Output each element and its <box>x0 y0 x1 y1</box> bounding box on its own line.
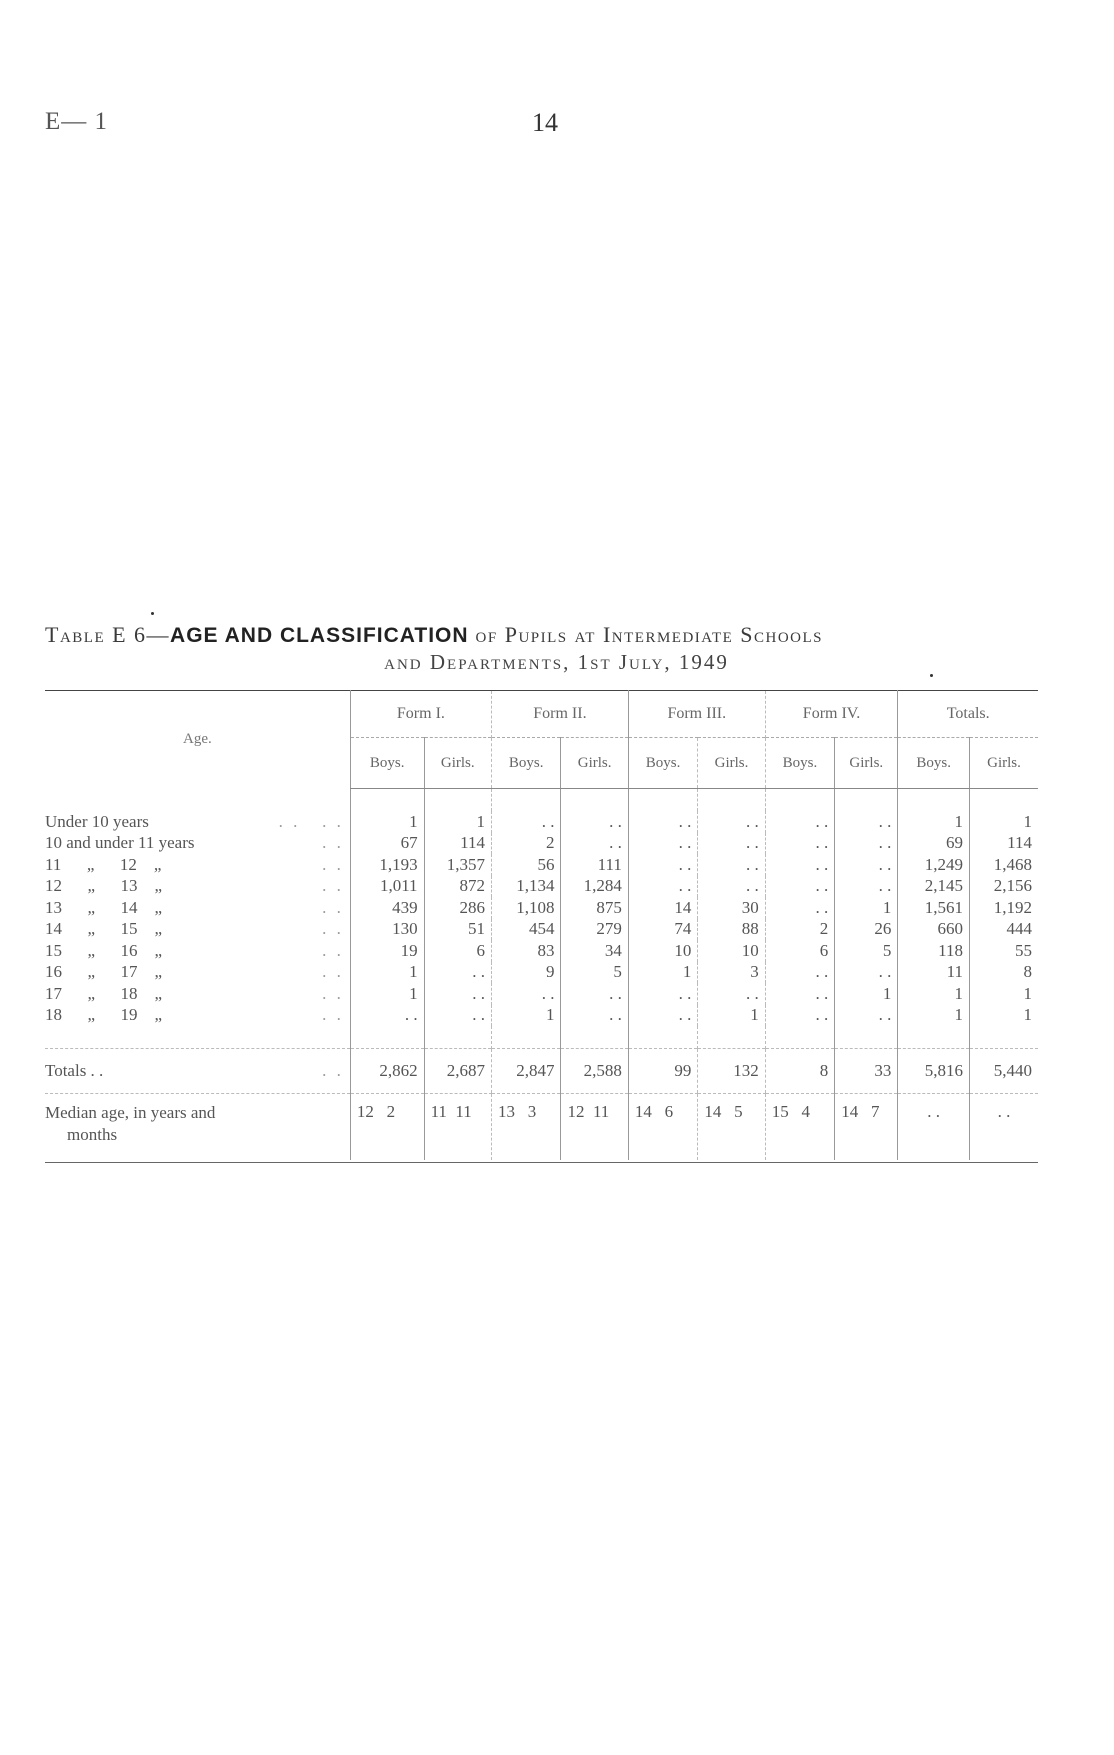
median-label-line-2: months <box>67 1125 118 1144</box>
totals-text: Totals . . <box>45 1061 104 1080</box>
form-header: Form I. <box>350 691 491 738</box>
table-cell: 2,862 <box>350 1049 424 1094</box>
table-cell: . . <box>561 811 628 833</box>
median-cell: 14 7 <box>835 1094 898 1161</box>
table-cell: 279 <box>561 919 628 941</box>
table-cell: . . <box>765 962 834 984</box>
table-cell: 1,468 <box>969 854 1038 876</box>
table-cell: 55 <box>969 940 1038 962</box>
table-cell: . . <box>628 833 697 855</box>
table-cell: 132 <box>698 1049 765 1094</box>
table-cell: 111 <box>561 854 628 876</box>
table-cell: 3 <box>698 962 765 984</box>
totals-row <box>45 1049 1038 1094</box>
age-label <box>45 962 350 984</box>
table-cell: 1 <box>898 811 970 833</box>
table-cell: 660 <box>898 919 970 941</box>
title-line-2: and Departments, 1st July, 1949 <box>384 650 729 674</box>
table-cell: . . <box>765 811 834 833</box>
median-cell: 14 6 <box>628 1094 697 1161</box>
age-label <box>45 1005 350 1027</box>
table-cell: 99 <box>628 1049 697 1094</box>
median-cell: 12 11 <box>561 1094 628 1161</box>
table-cell: 1,134 <box>491 876 560 898</box>
table-cell: 19 <box>350 940 424 962</box>
table-row <box>45 940 1038 962</box>
table-cell: 2 <box>491 833 560 855</box>
table-cell: 8 <box>765 1049 834 1094</box>
leader-dots: . . <box>322 897 344 917</box>
age-label <box>45 940 350 962</box>
table-cell: 130 <box>350 919 424 941</box>
table-cell: 14 <box>628 897 697 919</box>
table-cell: 34 <box>561 940 628 962</box>
leader-dots: . . <box>322 983 344 1003</box>
form-header: Form IV. <box>765 691 898 738</box>
table-cell: 1 <box>350 811 424 833</box>
sub-header: Girls. <box>424 738 491 789</box>
table-cell: . . <box>628 876 697 898</box>
age-label <box>45 833 350 855</box>
table-cell: 1 <box>969 983 1038 1005</box>
table-cell: 67 <box>350 833 424 855</box>
table-cell: 1 <box>424 811 491 833</box>
table-cell: 872 <box>424 876 491 898</box>
age-text: Under 10 years <box>45 811 149 831</box>
table-cell: 11 <box>898 962 970 984</box>
table-cell: 439 <box>350 897 424 919</box>
table-row <box>45 876 1038 898</box>
age-text: 15 „ 16 „ <box>45 940 163 960</box>
table-cell: . . <box>835 1005 898 1027</box>
bottom-rule <box>45 1160 1038 1163</box>
median-cell: 15 4 <box>765 1094 834 1161</box>
table-cell: . . <box>835 833 898 855</box>
age-label <box>45 854 350 876</box>
table-cell: 10 <box>628 940 697 962</box>
table-cell: 444 <box>969 919 1038 941</box>
table-cell: 69 <box>898 833 970 855</box>
table-cell: . . <box>698 854 765 876</box>
age-label <box>45 876 350 898</box>
table-cell: 5 <box>835 940 898 962</box>
table-cell: 8 <box>969 962 1038 984</box>
table-cell: 2,687 <box>424 1049 491 1094</box>
table-cell: . . <box>698 811 765 833</box>
table-cell: 56 <box>491 854 560 876</box>
table-cell: . . <box>628 983 697 1005</box>
table-cell: 1,561 <box>898 897 970 919</box>
table-cell: . . <box>765 983 834 1005</box>
table-cell: . . <box>698 833 765 855</box>
sub-header: Boys. <box>628 738 697 789</box>
table-cell: 30 <box>698 897 765 919</box>
table-row <box>45 897 1038 919</box>
table-cell: 1,284 <box>561 876 628 898</box>
table-cell: 9 <box>491 962 560 984</box>
table-cell: 6 <box>424 940 491 962</box>
age-classification-table <box>45 690 1038 1163</box>
age-label <box>45 983 350 1005</box>
ink-dot <box>151 612 154 615</box>
table-cell: 1 <box>898 983 970 1005</box>
table-cell: . . <box>698 983 765 1005</box>
table-cell: . . <box>628 811 697 833</box>
table-row <box>45 983 1038 1005</box>
table-cell: . . <box>835 876 898 898</box>
leader-dots: . . . . <box>278 811 344 831</box>
age-text: 10 and under 11 years <box>45 833 195 853</box>
sub-header: Girls. <box>969 738 1038 789</box>
table-cell: . . <box>561 1005 628 1027</box>
table-cell: . . <box>765 854 834 876</box>
table-cell: . . <box>765 897 834 919</box>
table-cell: . . <box>424 962 491 984</box>
age-text: 12 „ 13 „ <box>45 876 163 896</box>
table-cell: 88 <box>698 919 765 941</box>
table-title <box>45 622 1038 675</box>
title-prefix: Table E 6— <box>45 622 171 647</box>
table-cell: 286 <box>424 897 491 919</box>
table-cell: 2,145 <box>898 876 970 898</box>
form-header: Form III. <box>628 691 765 738</box>
page-reference: E— 1 <box>45 108 109 135</box>
table-cell: . . <box>424 1005 491 1027</box>
table-cell: . . <box>835 811 898 833</box>
sub-header: Boys. <box>765 738 834 789</box>
age-label <box>45 919 350 941</box>
median-cell: 11 11 <box>424 1094 491 1161</box>
table-cell: . . <box>491 811 560 833</box>
sub-header: Girls. <box>835 738 898 789</box>
median-label-line-1: Median age, in years and <box>45 1103 216 1122</box>
leader-dots: . . <box>322 940 344 960</box>
table-cell: 1,357 <box>424 854 491 876</box>
table-cell: 875 <box>561 897 628 919</box>
leader-dots: . . <box>322 962 344 982</box>
table-cell: 1 <box>898 1005 970 1027</box>
leader-dots: . . <box>322 854 344 874</box>
age-text: 18 „ 19 „ <box>45 1005 163 1025</box>
table-row <box>45 962 1038 984</box>
table-cell: . . <box>698 876 765 898</box>
table-cell: 1 <box>969 811 1038 833</box>
table-cell: 1,011 <box>350 876 424 898</box>
table-cell: 114 <box>424 833 491 855</box>
table-cell: 10 <box>698 940 765 962</box>
sub-header: Girls. <box>561 738 628 789</box>
sub-header: Girls. <box>698 738 765 789</box>
table-cell: 2,588 <box>561 1049 628 1094</box>
median-row <box>45 1094 1038 1161</box>
form-header: Form II. <box>491 691 628 738</box>
table-cell: . . <box>765 1005 834 1027</box>
age-label <box>45 897 350 919</box>
table-cell: . . <box>835 962 898 984</box>
leader-dots: . . <box>322 876 344 896</box>
table-cell: 1,193 <box>350 854 424 876</box>
table-row <box>45 833 1038 855</box>
table-cell: . . <box>835 854 898 876</box>
leader-dots: . . <box>322 919 344 939</box>
age-label <box>45 811 350 833</box>
table-cell: 26 <box>835 919 898 941</box>
median-cell: 13 3 <box>491 1094 560 1161</box>
table-cell: 51 <box>424 919 491 941</box>
table-cell: 6 <box>765 940 834 962</box>
form-header: Totals. <box>898 691 1038 738</box>
table-row <box>45 919 1038 941</box>
leader-dots: . . <box>322 1061 344 1080</box>
table-cell: 1,192 <box>969 897 1038 919</box>
table-cell: . . <box>561 983 628 1005</box>
table-cell: . . <box>628 854 697 876</box>
table-cell: . . <box>765 876 834 898</box>
age-text: 13 „ 14 „ <box>45 897 163 917</box>
table-row <box>45 811 1038 833</box>
table-cell: 1 <box>698 1005 765 1027</box>
age-text: 17 „ 18 „ <box>45 983 163 1003</box>
table-cell: 1,249 <box>898 854 970 876</box>
table-cell: 83 <box>491 940 560 962</box>
age-text: 16 „ 17 „ <box>45 962 163 982</box>
age-text: 11 „ 12 „ <box>45 854 162 874</box>
median-cell: 12 2 <box>350 1094 424 1161</box>
median-cell: 14 5 <box>698 1094 765 1161</box>
table-row <box>45 854 1038 876</box>
table-cell: 5,440 <box>969 1049 1038 1094</box>
table-cell: 1 <box>350 983 424 1005</box>
title-bold: AGE AND CLASSIFICATION <box>170 624 469 647</box>
sub-header: Boys. <box>898 738 970 789</box>
table-cell: 118 <box>898 940 970 962</box>
table-cell: . . <box>628 1005 697 1027</box>
table-row <box>45 1005 1038 1027</box>
sub-header: Boys. <box>491 738 560 789</box>
table-cell: 2 <box>765 919 834 941</box>
sub-header: Boys. <box>350 738 424 789</box>
leader-dots: . . <box>322 1005 344 1025</box>
table-cell: . . <box>424 983 491 1005</box>
table-cell: 5 <box>561 962 628 984</box>
page-number: 14 <box>532 108 558 137</box>
table-cell: . . <box>491 983 560 1005</box>
age-text: 14 „ 15 „ <box>45 919 163 939</box>
median-label <box>45 1094 350 1161</box>
table-cell: 2,847 <box>491 1049 560 1094</box>
leader-dots: . . <box>322 833 344 853</box>
table-cell: . . <box>561 833 628 855</box>
totals-label <box>45 1049 350 1094</box>
table-cell: 454 <box>491 919 560 941</box>
title-suffix: of Pupils at Intermediate Schools <box>468 622 824 647</box>
table-cell: 1 <box>969 1005 1038 1027</box>
median-cell: . . <box>898 1094 970 1161</box>
age-column-header: Age. <box>183 731 212 748</box>
ink-dot <box>930 674 933 677</box>
table-cell: . . <box>350 1005 424 1027</box>
table-cell: 1 <box>835 897 898 919</box>
table-cell: . . <box>765 833 834 855</box>
table-cell: 1 <box>491 1005 560 1027</box>
table-cell: 1,108 <box>491 897 560 919</box>
table-cell: 2,156 <box>969 876 1038 898</box>
table-cell: 1 <box>628 962 697 984</box>
title-line-1 <box>45 622 1038 648</box>
table-cell: 5,816 <box>898 1049 970 1094</box>
table-cell: 1 <box>835 983 898 1005</box>
median-cell: . . <box>969 1094 1038 1161</box>
table-body <box>45 789 1038 1163</box>
table-cell: 33 <box>835 1049 898 1094</box>
table-cell: 1 <box>350 962 424 984</box>
table-cell: 74 <box>628 919 697 941</box>
table-cell: 114 <box>969 833 1038 855</box>
